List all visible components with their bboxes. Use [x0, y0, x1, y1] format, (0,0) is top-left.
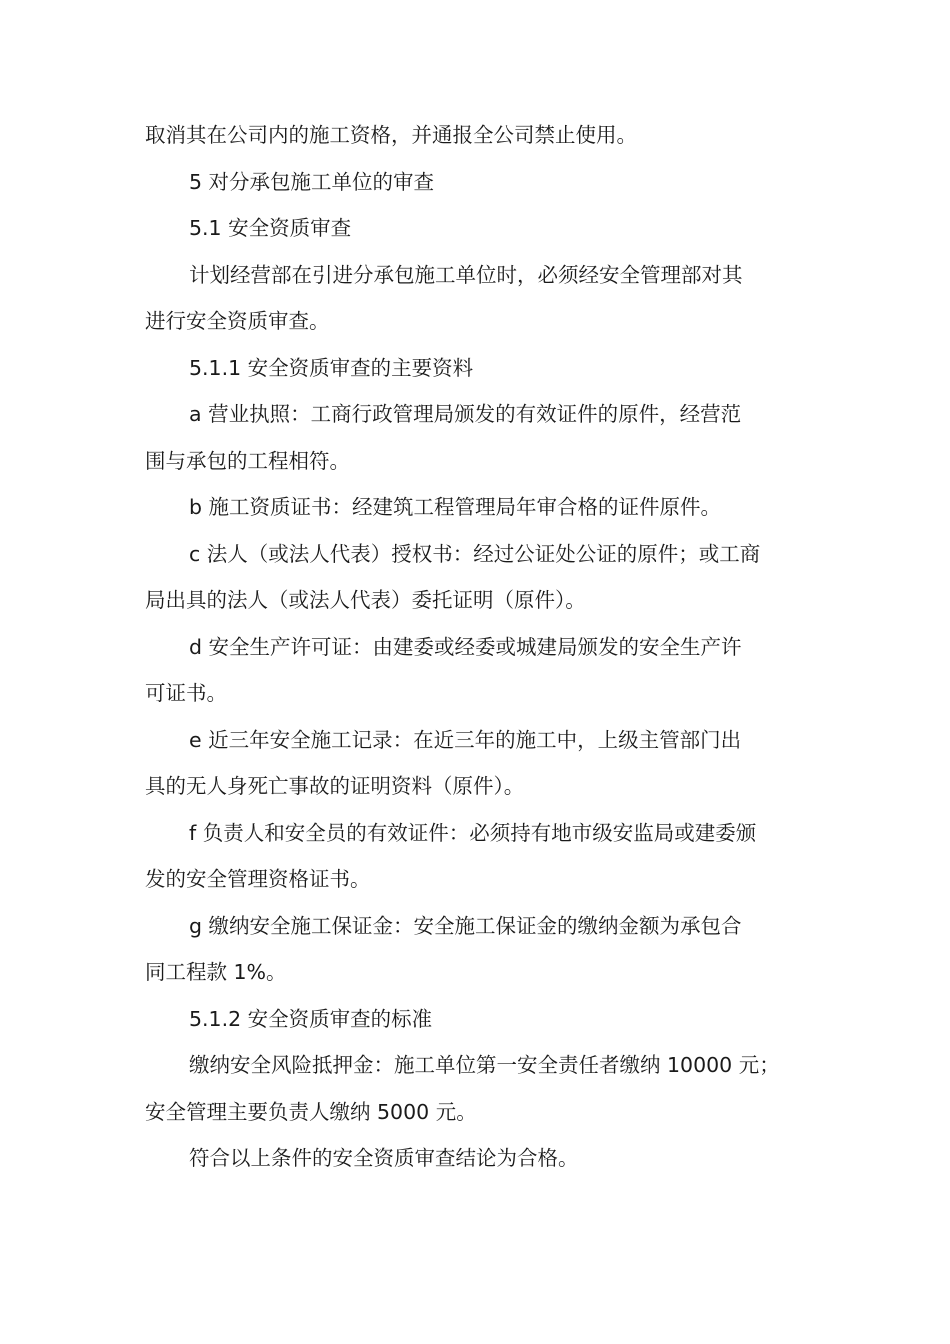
text-line: 缴纳安全风险抵押金：施工单位第一安全责任者缴纳 10000 元；: [189, 1053, 780, 1077]
document-page: [145, 112, 825, 1182]
section-heading: 5 对分承包施工单位的审查: [189, 169, 435, 194]
text-line: 局出具的法人（或法人代表）委托证明（原件）。: [145, 588, 586, 612]
text-line: 围与承包的工程相符。: [145, 448, 350, 473]
list-item: g 缴纳安全施工保证金：安全施工保证金的缴纳金额为承包合: [189, 913, 742, 938]
list-item: e 近三年安全施工记录：在近三年的施工中，上级主管部门出: [189, 727, 742, 752]
text-line: 符合以上条件的安全资质审查结论为合格。: [189, 1146, 579, 1170]
text-line: 同工程款 1%。: [145, 960, 287, 984]
text-line: 进行安全资质审查。: [145, 309, 330, 333]
text-line: 取消其在公司内的施工资格，并通报全公司禁止使用。: [145, 123, 637, 147]
text-line: 计划经营部在引进分承包施工单位时，必须经安全管理部对其: [189, 262, 743, 287]
list-item: c 法人（或法人代表）授权书：经过公证处公证的原件；或工商: [189, 541, 761, 566]
list-item: b 施工资质证书：经建筑工程管理局年审合格的证件原件。: [189, 495, 722, 519]
text-line: 具的无人身死亡事故的证明资料（原件）。: [145, 774, 525, 798]
subsection-heading: 5.1 安全资质审查: [189, 216, 352, 240]
text-line: 安全管理主要负责人缴纳 5000 元。: [145, 1099, 477, 1124]
subsection-heading: 5.1.1 安全资质审查的主要资料: [189, 355, 474, 380]
list-item: f 负责人和安全员的有效证件：必须持有地市级安监局或建委颁: [189, 820, 757, 845]
text-line: 可证书。: [145, 681, 227, 705]
subsection-heading: 5.1.2 安全资质审查的标准: [189, 1006, 433, 1031]
list-item: a 营业执照：工商行政管理局颁发的有效证件的原件，经营范: [189, 402, 742, 426]
list-item: d 安全生产许可证：由建委或经委或城建局颁发的安全生产许: [189, 634, 742, 659]
text-line: 发的安全管理资格证书。: [145, 867, 371, 891]
